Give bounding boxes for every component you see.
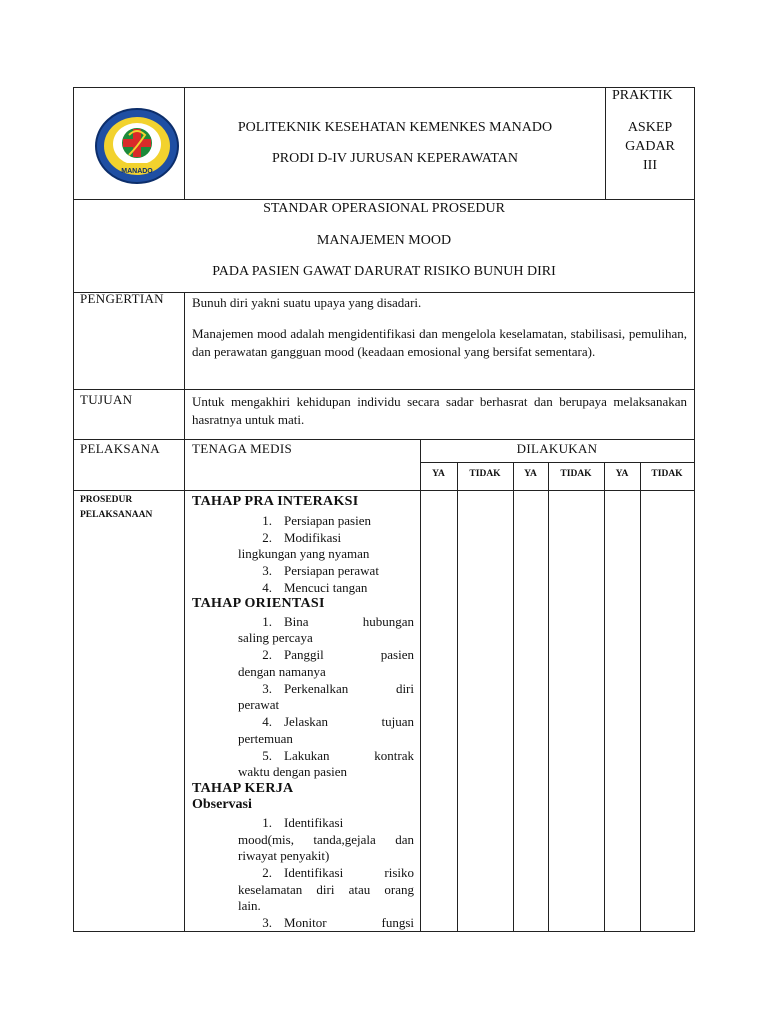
pelaksana-label: PELAKSANA [80, 441, 160, 456]
col-tidak-1: TIDAK [469, 469, 501, 479]
pengertian-text-1: Bunuh diri yakni suatu upaya yang disadari. [192, 295, 422, 310]
step-text: Modifikasi [284, 530, 342, 545]
step-number: 3. [262, 681, 272, 696]
step-number: 1. [262, 614, 272, 629]
step-text: Jelaskan tujuan [284, 714, 414, 729]
step-number: 1. [262, 815, 272, 830]
step-text: Bina hubungan [284, 614, 414, 629]
step-number: 3. [262, 563, 272, 578]
step-continuation: lain. [238, 898, 261, 913]
step-number: 4. [262, 580, 272, 595]
institution-name: POLITEKNIK KESEHATAN KEMENKES MANADO [237, 120, 553, 135]
col-ya-1: YA [432, 469, 445, 479]
step-item [238, 530, 414, 547]
step-text: Monitor fungsi [284, 915, 414, 930]
step-item [238, 865, 414, 882]
step-text: Lakukan kontrak [284, 748, 414, 763]
step-continuation: mood(mis, tanda,gejala dan [238, 832, 414, 847]
step-text: Identifikasi risiko [284, 865, 414, 880]
col-tidak-3: TIDAK [651, 469, 683, 479]
pengertian-text-2: Manajemen mood adalah mengidentifikasi dan mengelola keselamatan, stabilisasi, pemulihan, dan perawatan gangguan mood (keadaan emosional yang bersifat sementara). [192, 326, 687, 359]
step-item [238, 714, 414, 731]
program-name: PRODI D-IV JURUSAN KEPERAWATAN [271, 151, 518, 166]
step-text: Identifikasi [284, 815, 344, 830]
step-text: Persiapan perawat [284, 563, 379, 578]
step-text: Mencuci tangan [284, 580, 368, 595]
title-line-1: STANDAR OPERASIONAL PROSEDUR [263, 201, 505, 216]
step-continuation: saling percaya [238, 630, 313, 645]
course-line-3: III [643, 158, 657, 173]
course-line-1: ASKEP [627, 120, 673, 135]
step-number: 4. [262, 714, 272, 729]
subsection-observasi: Observasi [192, 797, 252, 812]
step-continuation: pertemuan [238, 731, 293, 746]
step-continuation: lingkungan yang nyaman [238, 546, 370, 561]
dilakukan-header: DILAKUKAN [516, 441, 598, 456]
course-line-2: GADAR [625, 139, 675, 154]
section-kerja: TAHAP KERJA [192, 781, 294, 796]
tujuan-label: TUJUAN [80, 392, 133, 407]
step-number: 2. [262, 530, 272, 545]
step-item [238, 915, 414, 932]
col-ya-2: YA [524, 469, 537, 479]
step-continuation: perawat [238, 697, 280, 712]
step-item [238, 748, 414, 765]
step-item [238, 815, 414, 832]
pengertian-label: PENGERTIAN [80, 291, 164, 306]
step-continuation: waktu dengan pasien [238, 764, 348, 779]
step-number: 2. [262, 647, 272, 662]
step-text: Perkenalkan diri [284, 681, 414, 696]
institution-logo [94, 107, 180, 185]
prosedur-label-1: PROSEDUR [80, 495, 133, 505]
col-ya-3: YA [615, 469, 629, 479]
tujuan-text: Untuk mengakhiri kehidupan individu secara sadar berhasrat dan berupaya melaksanakan hasratnya untuk mati. [192, 394, 687, 427]
step-continuation: dengan namanya [238, 664, 326, 679]
praktik-label: PRAKTIK [612, 88, 673, 103]
section-pra-interaksi: TAHAP PRA INTERAKSI [192, 494, 359, 509]
title-line-3: PADA PASIEN GAWAT DARURAT RISIKO BUNUH DIRI [212, 264, 556, 279]
step-item [238, 563, 414, 580]
step-item [238, 614, 414, 631]
pelaksana-value: TENAGA MEDIS [192, 441, 293, 456]
step-item [238, 580, 414, 597]
step-text: Persiapan pasien [284, 513, 372, 528]
step-number: 1. [262, 513, 272, 528]
step-item [238, 513, 414, 530]
step-text: Panggil pasien [284, 647, 414, 662]
step-number: 3. [262, 915, 272, 930]
step-continuation: riwayat penyakit) [238, 848, 330, 863]
step-number: 5. [262, 748, 272, 763]
logo-text: MANADO [121, 168, 153, 175]
prosedur-label-2: PELAKSANAAN [80, 510, 153, 520]
step-continuation: keselamatan diri atau orang [238, 882, 414, 897]
col-tidak-2: TIDAK [560, 469, 592, 479]
step-item [238, 647, 414, 664]
section-orientasi: TAHAP ORIENTASI [192, 596, 325, 611]
step-item [238, 681, 414, 698]
title-line-2: MANAJEMEN MOOD [316, 233, 452, 248]
step-number: 2. [262, 865, 272, 880]
